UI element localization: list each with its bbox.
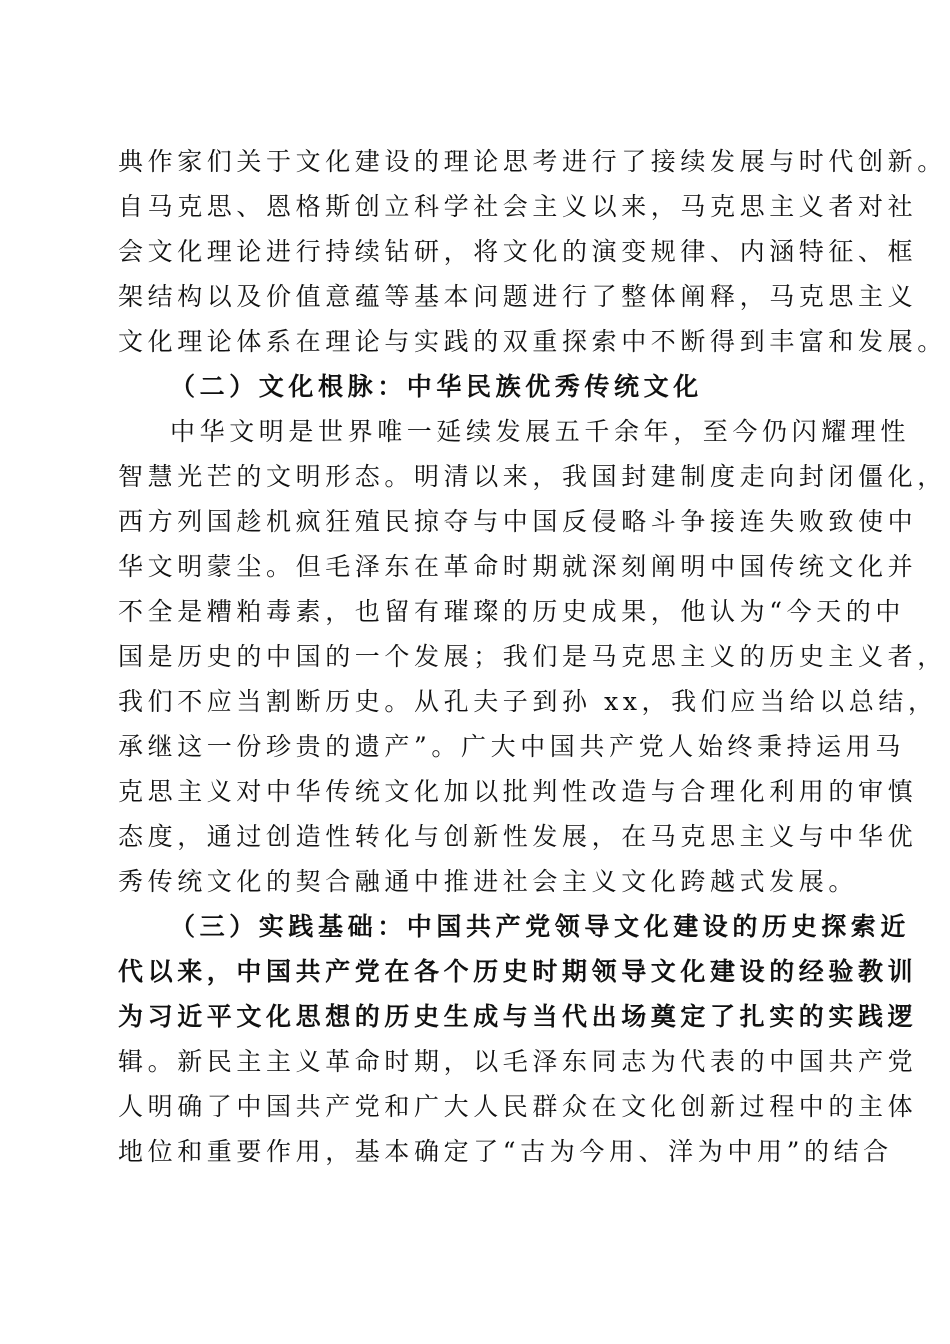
section-heading-3-line-3: 为习近平文化思想的历史生成与当代出场奠定了扎实的实践逻 xyxy=(118,1002,918,1031)
section-heading-3-line-1: （三）实践基础：中国共产党领导文化建设的历史探索近 xyxy=(170,912,911,941)
paragraph-1-line-5: 文化理论体系在理论与实践的双重探索中不断得到丰富和发展。 xyxy=(118,327,947,356)
paragraph-2-line-9: 克思主义对中华传统文化加以批判性改造与合理化利用的审慎 xyxy=(118,777,918,806)
paragraph-3-line-1: 辑。新民主主义革命时期，以毛泽东同志为代表的中国共产党 xyxy=(118,1047,918,1076)
paragraph-2-line-8: 承继这一份珍贵的遗产”。广大中国共产党人始终秉持运用马 xyxy=(118,732,905,761)
paragraph-2-line-1: 中华文明是世界唯一延续发展五千余年，至今仍闪耀理性 xyxy=(170,417,911,446)
paragraph-1-line-4: 架结构以及价值意蕴等基本问题进行了整体阐释，马克思主义 xyxy=(118,282,918,311)
paragraph-2-line-11: 秀传统文化的契合融通中推进社会主义文化跨越式发展。 xyxy=(118,867,859,896)
paragraph-3-line-2: 人明确了中国共产党和广大人民群众在文化创新过程中的主体 xyxy=(118,1092,918,1121)
paragraph-2-line-6: 国是历史的中国的一个发展；我们是马克思主义的历史主义者， xyxy=(118,642,947,671)
paragraph-2-line-7: 我们不应当割断历史。从孔夫子到孙 xx，我们应当给以总结， xyxy=(118,687,938,716)
section-heading-3-line-2: 代以来，中国共产党在各个历史时期领导文化建设的经验教训 xyxy=(118,957,918,986)
paragraph-1-line-2: 自马克思、恩格斯创立科学社会主义以来，马克思主义者对社 xyxy=(118,192,918,221)
paragraph-2-line-10: 态度，通过创造性转化与创新性发展，在马克思主义与中华优 xyxy=(118,822,918,851)
section-heading-2: （二）文化根脉：中华民族优秀传统文化 xyxy=(170,372,703,401)
paragraph-1-line-3: 会文化理论进行持续钻研，将文化的演变规律、内涵特征、框 xyxy=(118,237,918,266)
paragraph-2-line-3: 西方列国趁机疯狂殖民掠夺与中国反侵略斗争接连失败致使中 xyxy=(118,507,918,536)
paragraph-2-line-2: 智慧光芒的文明形态。明清以来，我国封建制度走向封闭僵化， xyxy=(118,462,947,491)
paragraph-3-line-3: 地位和重要作用，基本确定了“古为今用、洋为中用”的结合 xyxy=(118,1137,893,1166)
paragraph-2-line-4: 华文明蒙尘。但毛泽东在革命时期就深刻阐明中国传统文化并 xyxy=(118,552,918,581)
paragraph-2-line-5: 不全是糟粕毒素，也留有璀璨的历史成果，他认为“今天的中 xyxy=(118,597,905,626)
paragraph-1-line-1: 典作家们关于文化建设的理论思考进行了接续发展与时代创新。 xyxy=(118,147,947,176)
